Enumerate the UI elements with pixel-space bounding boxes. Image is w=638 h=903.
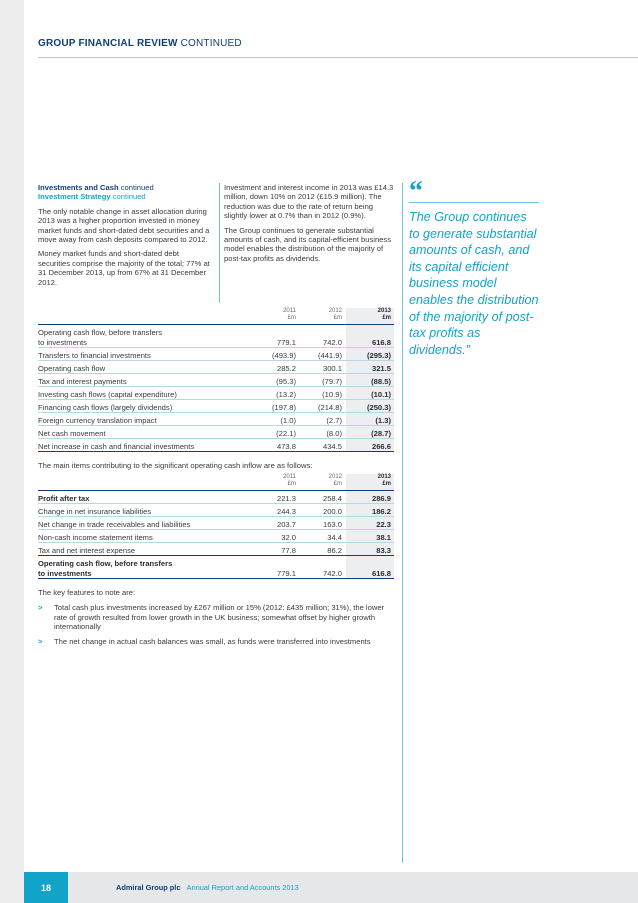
- column-header: 2012 £m: [300, 308, 346, 325]
- paragraph: The only notable change in asset allocation during 2013 was a higher proportion invested in money market funds and short-dated debt securities and a move away from cash deposits compared to 2012.: [38, 206, 210, 245]
- column-header: 2011 £m: [254, 308, 300, 325]
- table-row: Financing cash flows (largely dividends) (197.8) (214.8) (250.3): [38, 400, 394, 413]
- section-subheading: Investment Strategy continued: [38, 192, 146, 202]
- quote-divider: [402, 183, 403, 863]
- left-text-column: [38, 183, 210, 292]
- middle-text-column: [224, 183, 396, 268]
- paragraph: Investment and interest income in 2013 was £14.3 million, down 10% on 2012 (£15.9 million). The reduction was due to the rate of return being slightly lower at 0.7% than in 2012 (0.9%).: [224, 183, 394, 221]
- table-row: Tax and net interest expense 77.8 86.2 83.3: [38, 543, 394, 556]
- contribution-table: [38, 474, 394, 579]
- header-continued: CONTINUED: [180, 38, 242, 49]
- table-row: Tax and interest payments (95.3) (79.7) (88.5): [38, 374, 394, 387]
- table-row: Net cash movement (22.1) (8.0) (28.7): [38, 426, 394, 439]
- report-title: Annual Report and Accounts 2013: [186, 883, 299, 892]
- column-header: 2013 £m: [346, 474, 394, 491]
- list-item: > The net change in actual cash balances was small, as funds were transferred into investments: [38, 636, 371, 646]
- paragraph: Money market funds and short-dated debt securities comprise the majority of the total; 77% at 31 December 2013, up from 67% at 31 December 2012.: [38, 249, 210, 287]
- report-page: [24, 0, 638, 903]
- table-row: Transfers to financial investments (493.9) (441.9) (295.3): [38, 348, 394, 361]
- page-header: [38, 38, 242, 49]
- table-total-row: Operating cash flow, before transfers to investments 779.1 742.0 616.8: [38, 556, 394, 579]
- section-heading: Investments and Cash continued: [38, 183, 154, 192]
- table-row: Foreign currency translation impact (1.0) (2.7) (1.3): [38, 413, 394, 426]
- footer-text: [116, 883, 299, 892]
- cash-flow-table: [38, 308, 394, 452]
- pull-quote: [409, 176, 539, 358]
- page-footer: [24, 872, 638, 903]
- table-header-row: [38, 474, 394, 491]
- header-title: GROUP FINANCIAL REVIEW: [38, 38, 178, 49]
- page-number: 18: [24, 872, 68, 903]
- column-divider: [219, 183, 220, 303]
- quote-mark: “: [409, 176, 423, 207]
- column-header: 2011 £m: [254, 474, 300, 491]
- table-row: Operating cash flow 285.2 300.1 321.5: [38, 361, 394, 374]
- table-row: Investing cash flows (capital expenditure) (13.2) (10.9) (10.1): [38, 387, 394, 400]
- table-row: Profit after tax 221.3 258.4 286.9: [38, 491, 394, 504]
- key-features-intro: The key features to note are:: [38, 588, 136, 597]
- bullet-chevron-icon: >: [38, 636, 43, 646]
- key-features: [38, 588, 394, 651]
- table-row: Operating cash flow, before transfers to investments 779.1 742.0 616.8: [38, 325, 394, 348]
- paragraph: The Group continues to generate substantial amounts of cash, and its capital-efficient business model enables the distribution of the majority of post-tax profits as dividends.: [224, 225, 392, 263]
- table-header-row: [38, 308, 394, 325]
- column-header: 2012 £m: [300, 474, 346, 491]
- table-total-row: Net increase in cash and financial investments 473.8 434.5 266.6: [38, 439, 394, 452]
- list-item: > Total cash plus investments increased by £267 million or 15% (2012: £435 million; 31%), the lower rate of growth resulted from lower growth in the UK business; somewhat offset by higher growth internationally: [38, 603, 385, 632]
- table-row: Non-cash income statement items 32.0 34.4 38.1: [38, 530, 394, 543]
- quote-text: The Group continues to generate substantial amounts of cash, and its capital efficient business model enables the distribution of the majority of post-tax profits as dividends.”: [409, 210, 539, 357]
- bullet-chevron-icon: >: [38, 603, 43, 613]
- contrib-intro: The main items contributing to the significant operating cash inflow are as follows:: [38, 461, 313, 470]
- table-row: Change in net insurance liabilities 244.3 200.0 186.2: [38, 504, 394, 517]
- column-header: 2013 £m: [346, 308, 394, 325]
- header-divider: [38, 57, 638, 58]
- company-name: Admiral Group plc: [116, 883, 181, 892]
- table-row: Net change in trade receivables and liabilities 203.7 163.0 22.3: [38, 517, 394, 530]
- quote-rule: [409, 202, 539, 203]
